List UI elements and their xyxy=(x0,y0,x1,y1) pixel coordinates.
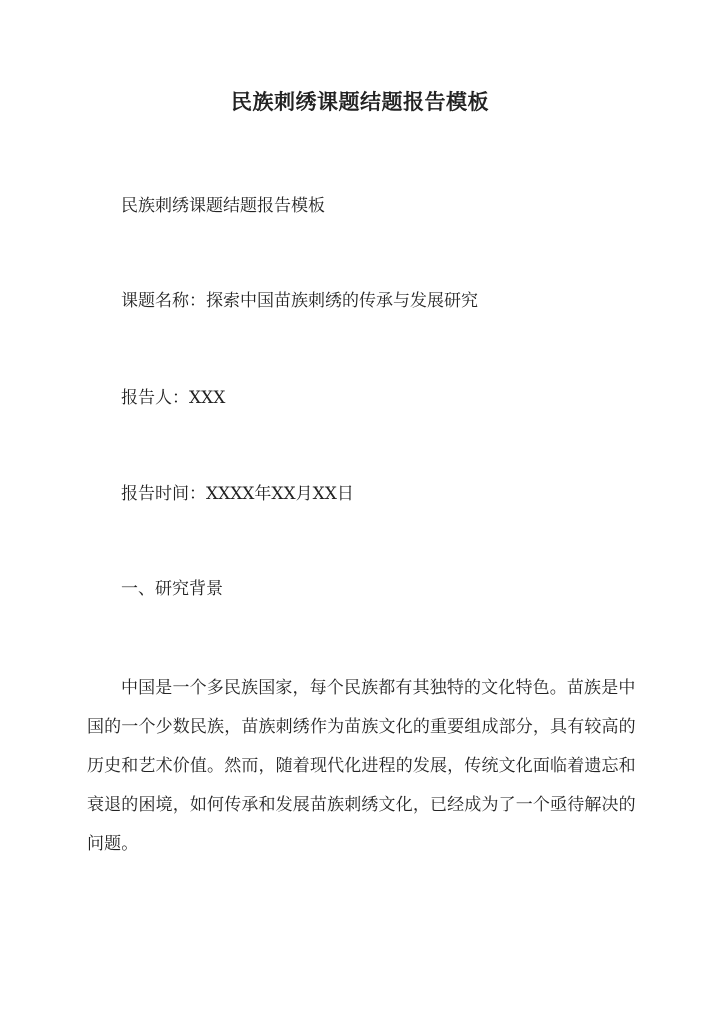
background-paragraph xyxy=(87,669,635,864)
subtitle-line: 民族刺绣课题结题报告模板 xyxy=(121,196,325,216)
document-title: 民族刺绣课题结题报告模板 xyxy=(231,89,489,114)
paragraph-line: 国的一个少数民族，苗族刺绣作为苗族文化的重要组成部分，具有较高的 xyxy=(87,717,636,737)
paragraph-line: 历史和艺术价值。然而，随着现代化进程的发展，传统文化面临着遗忘和 xyxy=(87,756,636,776)
topic-line: 课题名称：探索中国苗族刺绣的传承与发展研究 xyxy=(121,291,478,311)
paragraph-line: 中国是一个多民族国家，每个民族都有其独特的文化特色。苗族是中 xyxy=(121,678,636,698)
paragraph-line: 问题。 xyxy=(87,834,139,854)
reporter-line: 报告人：XXX xyxy=(121,388,226,408)
report-time-line: 报告时间：XXXX年XX月XX日 xyxy=(121,484,354,504)
paragraph-line: 衰退的困境，如何传承和发展苗族刺绣文化，已经成为了一个亟待解决的 xyxy=(87,795,636,815)
section-heading: 一、研究背景 xyxy=(121,579,223,599)
